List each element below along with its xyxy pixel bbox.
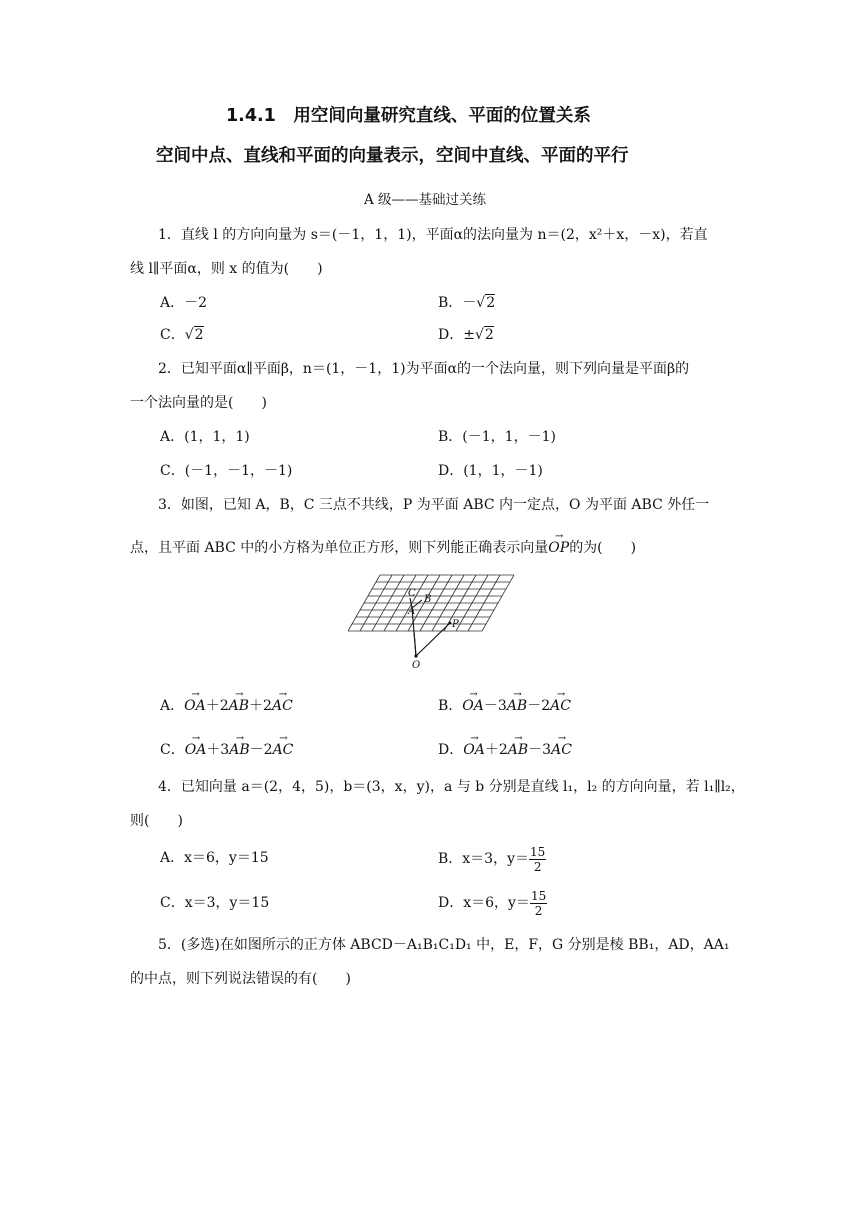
fraction — [530, 889, 547, 918]
q4-line2: 则( ) — [130, 813, 183, 829]
q2-option-b: B．(－1，1，－1) — [438, 429, 556, 445]
q5-line1: 5．(多选)在如图所示的正方体 ABCD－A₁B₁C₁D₁ 中，E，F，G 分别是棱 BB₁，AD，AA₁ — [158, 937, 730, 953]
sqrt-sign: √ — [476, 295, 486, 311]
q1-line1: 1．直线 l 的方向向量为 s＝(－1，1，1)，平面α的法向量为 n＝(2，x²＋x，－x)，若直 — [158, 227, 708, 243]
q3-figure-grid-plane — [342, 572, 522, 672]
q1-option-d — [438, 325, 494, 345]
q2-option-c: C．(－1，－1，－1) — [160, 463, 293, 479]
label-p: P — [452, 619, 459, 630]
vectors — [410, 598, 450, 656]
label-a: A — [408, 606, 416, 617]
q1-option-b — [438, 293, 495, 313]
fraction-numerator: 15 — [530, 844, 546, 859]
q1-line2: 线 l∥平面α，则 x 的值为( ) — [130, 261, 323, 277]
q1-option-c — [160, 325, 204, 345]
q4-option-d-prefix: D．x＝6，y＝ — [438, 895, 530, 911]
label-o: O — [412, 660, 421, 671]
point-o — [414, 654, 417, 657]
q1-option-b-radicand: 2 — [486, 295, 496, 311]
q4-option-d — [438, 888, 547, 918]
q1-option-c-radicand: 2 — [194, 327, 204, 343]
q4-option-b — [438, 844, 546, 874]
q1-option-a: A．－2 — [160, 295, 208, 311]
label-b: B — [424, 594, 432, 605]
q3-line1: 3．如图，已知 A，B，C 三点不共线，P 为平面 ABC 内一定点，O 为平面 ABC 外任一 — [158, 497, 710, 513]
q2-option-a: A．(1，1，1) — [160, 429, 250, 445]
q3-line2-suffix: 的为( ) — [569, 540, 637, 556]
page-title: 1.4.1 用空间向量研究直线、平面的位置关系 — [226, 106, 591, 126]
sqrt-sign: √ — [184, 327, 194, 343]
q4-option-a: A．x＝6，y＝15 — [160, 850, 269, 866]
sqrt-sign: √ — [474, 327, 484, 343]
q4-option-c: C．x＝3，y＝15 — [160, 895, 270, 911]
fraction-denominator: 2 — [533, 859, 542, 874]
q2-line1: 2．已知平面α∥平面β，n＝(1，－1，1)为平面α的一个法向量，则下列向量是平面β的 — [158, 361, 690, 377]
q3-option-a: A．→ OA＋2→ AB＋2→ AC — [160, 696, 293, 716]
q1-option-b-prefix: B．－ — [438, 295, 477, 311]
q1-option-c-prefix: C． — [160, 327, 185, 343]
q1-option-d-radicand: 2 — [484, 327, 494, 343]
q5-line2: 的中点，则下列说法错误的有( ) — [130, 971, 351, 987]
q3-line2-prefix: 点，且平面 ABC 中的小方格为单位正方形，则下列能正确表示向量 — [130, 540, 549, 556]
q3-option-c: C．→ OA＋3→ AB－2→ AC — [160, 740, 293, 760]
q3-option-d: D．→ OA＋2→ AB－3→ AC — [438, 740, 572, 760]
vector-op: → OP — [548, 538, 569, 558]
q2-line2: 一个法向量的是( ) — [130, 395, 267, 411]
q4-line1: 4．已知向量 a＝(2，4，5)，b＝(3，x，y)，a 与 b 分别是直线 l₁，l₂ 的方向向量，若 l₁∥l₂， — [158, 779, 745, 795]
level-heading: A 级——基础过关练 — [364, 192, 487, 208]
q3-option-b: B．→ OA－3→ AB－2→ AC — [438, 696, 571, 716]
fraction-denominator: 2 — [534, 903, 543, 918]
label-c: C — [408, 588, 416, 599]
q1-option-d-prefix: D．± — [438, 327, 475, 343]
q4-option-b-prefix: B．x＝3，y＝ — [438, 851, 529, 867]
fraction-numerator: 15 — [530, 888, 547, 903]
q2-option-d: D．(1，1，－1) — [438, 463, 543, 479]
q3-line2 — [130, 538, 636, 558]
point-p — [449, 622, 452, 625]
page-subtitle: 空间中点、直线和平面的向量表示，空间中直线、平面的平行 — [156, 146, 629, 166]
fraction — [529, 845, 546, 874]
